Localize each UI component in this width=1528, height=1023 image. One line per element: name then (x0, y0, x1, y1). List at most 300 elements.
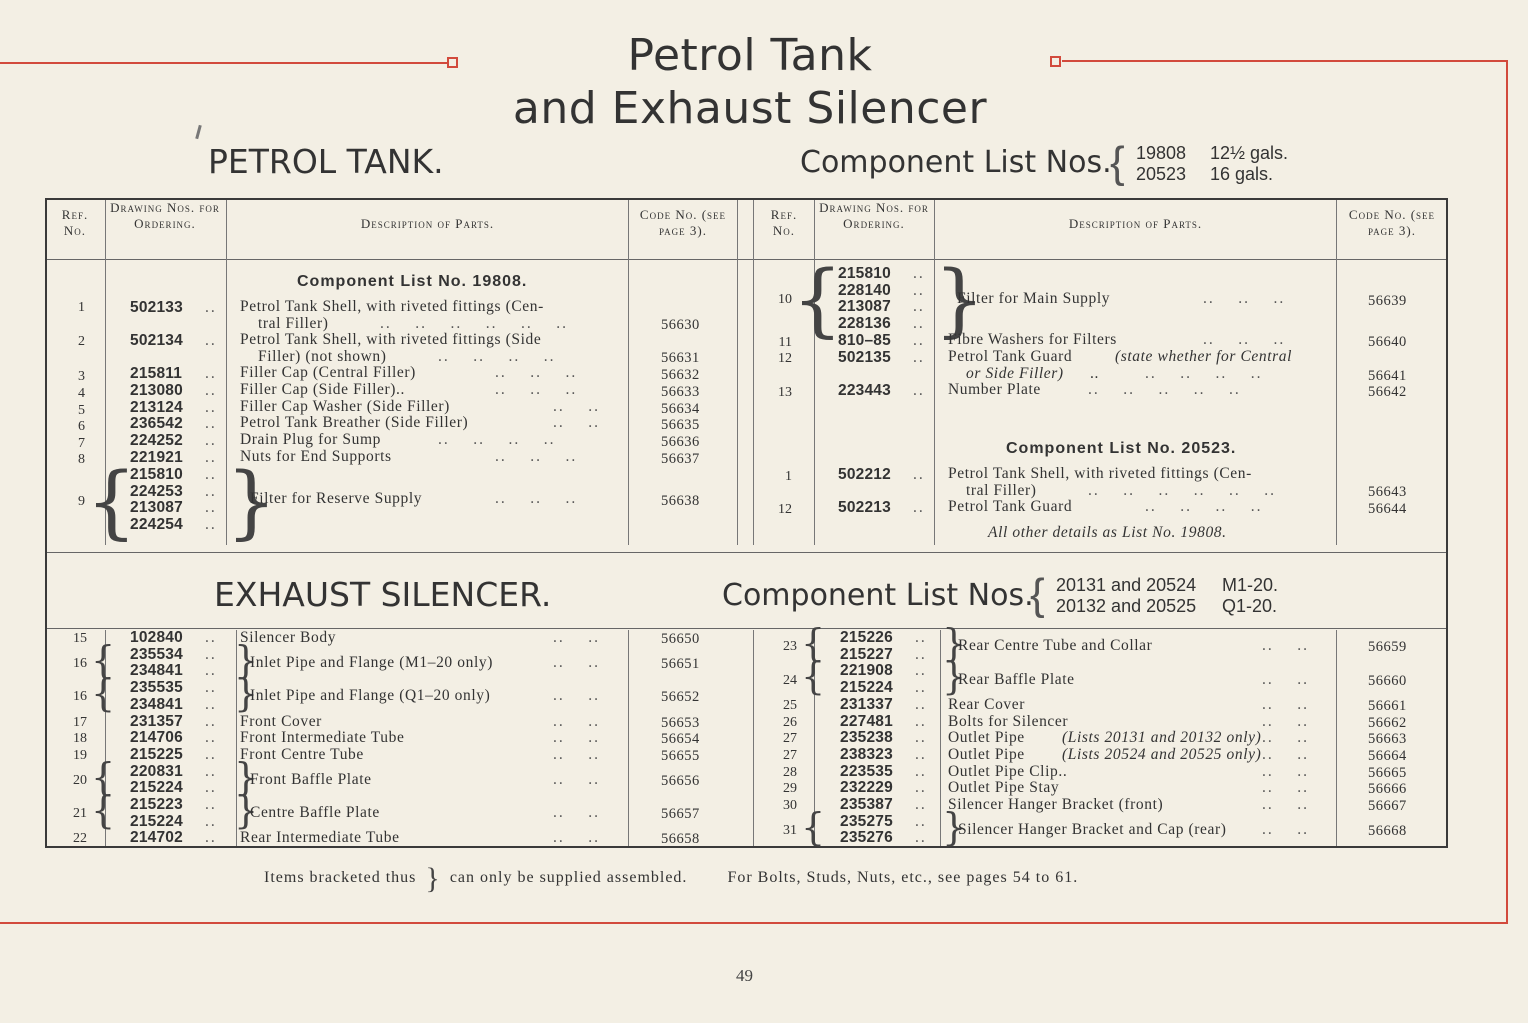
leader-dots: .. .. .. .. .. .. (1088, 482, 1276, 499)
drawing-number: 213087 (130, 499, 183, 516)
component-list-subhead-2: Component List No. 20523. (1006, 440, 1237, 457)
header-description: Description of Parts. (360, 216, 495, 231)
right-brace-icon: } (942, 621, 967, 665)
leader-dots: .. (913, 499, 925, 516)
leader-dots: .. .. .. (495, 381, 578, 398)
component-capacity: 16 gals. (1210, 164, 1274, 184)
leader-dots: .. .. (1262, 762, 1309, 780)
exhaust-component-numbers (1030, 570, 1279, 619)
code-number: 56662 (1368, 714, 1407, 731)
part-description: Silencer Body (240, 629, 337, 646)
drawing-number: 502135 (838, 349, 891, 366)
code-number: 56660 (1368, 672, 1407, 689)
footer-note-part1: Items bracketed thus (264, 869, 417, 886)
left-brace-icon: { (792, 253, 843, 346)
drawing-number: 224252 (130, 432, 183, 449)
code-number: 56630 (661, 317, 700, 333)
drawing-number: 213087 (838, 298, 891, 315)
petrol-tank-section-title: PETROL TANK. (208, 142, 444, 181)
leader-dots: .. .. .. (495, 490, 578, 507)
code-number: 56653 (661, 714, 700, 731)
right-brace-icon: } (234, 671, 259, 716)
part-description: Number Plate (948, 381, 1041, 398)
part-description: Outlet Pipe Clip.. (948, 762, 1068, 780)
leader-dots: .. (205, 629, 217, 646)
drawing-number: 213124 (130, 399, 183, 416)
leader-dots: .. (205, 645, 217, 663)
part-description: Rear Cover (948, 695, 1026, 713)
leader-dots: .. .. .. .. .. (1088, 381, 1241, 398)
left-brace-icon: { (801, 804, 826, 849)
drawing-number: 223443 (838, 382, 891, 399)
ref-number: 7 (78, 436, 85, 451)
left-brace-icon: { (91, 671, 116, 716)
leader-dots: .. (205, 299, 217, 316)
footer-note-part3: For Bolts, Studs, Nuts, etc., see pages 54 to 61. (727, 869, 1079, 886)
ref-number: 18 (73, 731, 87, 747)
part-description: Fibre Washers for Filters (948, 331, 1117, 348)
ref-number: 16 (73, 656, 87, 672)
leader-dots: .. .. (1262, 729, 1309, 747)
leader-dots: .. .. (1262, 796, 1309, 813)
header-drawing: Drawing Nos. for Ordering. (110, 200, 220, 231)
col-line (753, 630, 754, 846)
code-number: 56657 (661, 806, 700, 823)
ref-number: 21 (73, 806, 87, 822)
code-number: 56637 (661, 451, 700, 467)
leader-dots: .. .. (553, 654, 600, 672)
leader-dots: .. .. (553, 770, 600, 788)
component-model: Q1-20. (1222, 596, 1278, 616)
leader-dots: .. .. (1262, 670, 1309, 688)
leader-dots: .. .. .. (1203, 331, 1286, 348)
code-number: 56659 (1368, 639, 1407, 656)
petrol-component-label: Component List Nos. (800, 145, 1112, 180)
leader-dots: .. (915, 712, 927, 730)
code-number: 56655 (661, 747, 700, 764)
drawing-number: 502134 (130, 332, 183, 349)
drawing-number: 231357 (130, 712, 183, 730)
ref-number: 2 (78, 334, 85, 349)
part-description-cont: tral Filler) (966, 482, 1037, 499)
code-number: 56654 (661, 731, 700, 748)
leader-dots: .. (915, 762, 927, 780)
part-description: Petrol Tank Shell, with riveted fittings (Side (240, 331, 542, 348)
leader-dots: .. (205, 449, 217, 466)
part-description: Front Intermediate Tube (240, 729, 405, 747)
frame-line-top-left (0, 62, 450, 64)
part-description: Petrol Tank Guard (948, 498, 1073, 515)
ref-number: 10 (778, 292, 792, 307)
part-description: Outlet Pipe Stay (948, 779, 1060, 797)
part-description: Petrol Tank Guard (948, 348, 1073, 365)
drawing-number: 220831 (130, 762, 183, 780)
left-brace-icon: { (801, 654, 826, 699)
header-description-right: Description of Parts. (1068, 216, 1203, 231)
leader-dots: .. (205, 415, 217, 432)
component-number: 20132 and 20525 (1056, 596, 1197, 616)
leader-dots: .. (205, 399, 217, 416)
part-description: Filter for Reserve Supply (250, 490, 423, 507)
leader-dots: .. .. (1262, 821, 1309, 839)
leader-dots: .. (915, 779, 927, 797)
leader-dots: .. (205, 516, 217, 533)
drawing-number: 215223 (130, 796, 183, 813)
header-ref-right: Ref. No. (770, 207, 798, 238)
part-description: Front Centre Tube (240, 745, 364, 763)
exhaust-silencer-section-title: EXHAUST SILENCER. (214, 575, 552, 614)
part-description: Filler Cap (Central Filler) (240, 364, 416, 381)
right-brace-icon: } (942, 804, 967, 849)
part-description-cont: tral Filler) (258, 315, 329, 332)
col-line (737, 200, 738, 545)
ref-number: 9 (78, 494, 85, 509)
code-number: 56632 (661, 367, 700, 383)
page-title-line1: Petrol Tank (627, 30, 873, 81)
print-mark (195, 125, 202, 139)
drawing-number: 231337 (840, 695, 893, 713)
leader-dots: .. .. .. .. .. .. (380, 315, 568, 332)
leader-dots: .. .. (1262, 745, 1309, 763)
frame-square-right (1050, 56, 1061, 67)
leader-dots: .. (205, 695, 217, 713)
drawing-number: 215224 (840, 679, 893, 697)
ref-number: 12 (778, 502, 792, 517)
part-description-note: (Lists 20131 and 20132 only) (1062, 729, 1262, 747)
leader-dots: .. (205, 662, 217, 680)
leader-dots: .. .. .. .. (1145, 365, 1263, 382)
header-code-right: Code No. (see page 3). (1348, 207, 1436, 238)
left-brace-icon: { (91, 788, 116, 832)
drawing-number: 228136 (838, 315, 891, 332)
col-line (814, 200, 815, 545)
part-description: Centre Baffle Plate (250, 804, 380, 822)
part-description-note-cont: or Side Filler) (966, 365, 1064, 382)
component-number: 19808 (1136, 143, 1187, 163)
leader-dots: .. (913, 298, 925, 315)
header-divider (47, 259, 1446, 260)
code-number: 56667 (1368, 798, 1407, 814)
right-brace-icon: } (234, 637, 259, 682)
code-number: 56634 (661, 401, 700, 417)
frame-line-bottom (0, 922, 1508, 924)
leader-dots: .. .. .. (495, 448, 578, 465)
drawing-number: 235238 (840, 729, 893, 747)
page-number: 49 (736, 966, 753, 985)
left-brace-icon: { (91, 637, 116, 682)
part-description: Drain Plug for Sump (240, 431, 381, 448)
drawing-number: 215811 (130, 365, 183, 382)
component-number: 20523 (1136, 164, 1187, 184)
ref-number: 8 (78, 452, 85, 467)
leader-dots: .. .. (1262, 637, 1309, 655)
part-description: Rear Centre Tube and Collar (958, 637, 1153, 655)
section-divider (47, 552, 1446, 553)
leader-dots: .. (915, 796, 927, 813)
part-description-cont: .. (1090, 365, 1099, 382)
part-description: Rear Baffle Plate (958, 670, 1075, 688)
col-line (628, 630, 629, 846)
drawing-number: 215225 (130, 745, 183, 763)
leader-dots: .. .. (553, 687, 600, 705)
drawing-number: 235535 (130, 679, 183, 697)
ref-number: 28 (783, 764, 797, 780)
drawing-number: 235275 (840, 812, 893, 830)
part-description: Petrol Tank Shell, with riveted fittings (Cen- (948, 465, 1252, 482)
part-description: Inlet Pipe and Flange (Q1–20 only) (250, 687, 491, 705)
part-description-note: (state whether for Central (1115, 348, 1293, 365)
leader-dots: .. .. .. .. (438, 431, 556, 448)
drawing-number: 234841 (130, 662, 183, 680)
ref-number: 25 (783, 697, 797, 713)
ref-number: 30 (783, 798, 797, 813)
leader-dots: .. .. (553, 804, 600, 822)
right-brace-icon: } (942, 654, 967, 699)
code-number: 56665 (1368, 764, 1407, 781)
drawing-number: 234841 (130, 695, 183, 713)
leader-dots: .. .. (1262, 695, 1309, 713)
leader-dots: .. (913, 282, 925, 299)
code-number: 56643 (1368, 484, 1407, 500)
drawing-number: 102840 (130, 629, 183, 646)
leader-dots: .. (915, 745, 927, 763)
code-number: 56636 (661, 434, 700, 450)
drawing-number: 502133 (130, 299, 183, 316)
leader-dots: .. .. (553, 712, 600, 730)
drawing-number: 502212 (838, 466, 891, 483)
code-number: 56631 (661, 350, 700, 366)
right-brace-icon: } (226, 455, 277, 548)
part-description: Inlet Pipe and Flange (M1–20 only) (250, 654, 493, 672)
leader-dots: .. .. (553, 629, 600, 646)
exhaust-component-label: Component List Nos. (722, 578, 1034, 613)
part-description: Petrol Tank Shell, with riveted fittings (Cen- (240, 298, 544, 315)
part-description: Outlet Pipe (948, 729, 1025, 747)
leader-dots: .. (205, 466, 217, 483)
ref-number: 16 (73, 689, 87, 705)
ref-number: 13 (778, 385, 792, 400)
drawing-number: 224253 (130, 483, 183, 500)
leader-dots: .. (205, 365, 217, 382)
drawing-number: 215226 (840, 629, 893, 646)
leader-dots: .. (913, 349, 925, 366)
ref-number: 29 (783, 781, 797, 797)
leader-dots: .. (205, 779, 217, 797)
leader-dots: .. (913, 315, 925, 332)
leader-dots: .. (205, 432, 217, 449)
col-line (1336, 630, 1337, 846)
code-number: 56642 (1368, 384, 1407, 400)
leader-dots: .. (915, 729, 927, 747)
drawing-number: 213080 (130, 382, 183, 399)
code-number: 56635 (661, 417, 700, 433)
frame-square-left (447, 57, 458, 68)
header-drawing-right: Drawing Nos. for Ordering. (819, 200, 929, 231)
list-note: All other details as List No. 19808. (988, 524, 1227, 541)
ref-number: 31 (783, 823, 797, 839)
part-description: Filler Cap (Side Filler).. (240, 381, 405, 398)
component-model: M1-20. (1222, 575, 1279, 595)
code-number: 56641 (1368, 368, 1407, 384)
part-description: Silencer Hanger Bracket and Cap (rear) (958, 821, 1227, 839)
drawing-number: 227481 (840, 712, 893, 730)
leader-dots: .. .. (553, 398, 600, 415)
leader-dots: .. (913, 466, 925, 483)
leader-dots: .. (205, 812, 217, 830)
leader-dots: .. .. .. (495, 364, 578, 381)
part-description: Petrol Tank Breather (Side Filler) (240, 414, 469, 431)
ref-number: 5 (78, 403, 85, 418)
code-number: 56639 (1368, 293, 1407, 309)
drawing-number: 232229 (840, 779, 893, 797)
part-description: Filter for Main Supply (957, 290, 1111, 307)
leader-dots: .. (205, 382, 217, 399)
ref-number: 26 (783, 714, 797, 730)
leader-dots: .. (915, 812, 927, 830)
drawing-number: 238323 (840, 745, 893, 763)
ref-number: 6 (78, 419, 85, 434)
leader-dots: .. .. (1262, 779, 1309, 797)
drawing-number: 221908 (840, 662, 893, 680)
frame-line-top-right (1062, 60, 1508, 62)
component-capacity: 12½ gals. (1210, 143, 1289, 163)
page-title-line2: and Exhaust Silencer (512, 83, 988, 134)
ref-number: 27 (783, 731, 797, 747)
code-number: 56644 (1368, 501, 1407, 517)
drawing-number: 502213 (838, 499, 891, 516)
part-description: Bolts for Silencer (948, 712, 1069, 730)
leader-dots: .. (913, 382, 925, 399)
leader-dots: .. .. (553, 729, 600, 747)
leader-dots: .. (915, 829, 927, 847)
ref-number: 19 (73, 747, 87, 763)
leader-dots: .. (915, 679, 927, 697)
drawing-number: 215224 (130, 779, 183, 797)
drawing-number: 235534 (130, 645, 183, 663)
left-brace-icon: { (91, 754, 116, 799)
code-number: 56663 (1368, 731, 1407, 748)
ref-number: 11 (778, 335, 792, 350)
ref-number: 17 (73, 714, 87, 730)
drawing-number: 215224 (130, 812, 183, 830)
leader-dots: .. (205, 499, 217, 516)
part-description-cont: Filler) (not shown) (258, 348, 387, 365)
drawing-number: 223535 (840, 762, 893, 780)
drawing-number: 215810 (838, 265, 891, 282)
col-line (628, 200, 629, 545)
col-line (940, 630, 941, 846)
part-description: Front Baffle Plate (250, 770, 372, 788)
code-number: 56651 (661, 656, 700, 673)
header-ref: Ref. No. (61, 207, 89, 238)
ref-number: 20 (73, 772, 87, 788)
ref-number: 22 (73, 831, 87, 847)
drawing-number: 221921 (130, 449, 183, 466)
code-number: 56658 (661, 831, 700, 848)
leader-dots: .. (205, 796, 217, 813)
leader-dots: .. (205, 762, 217, 780)
drawing-number: 228140 (838, 282, 891, 299)
code-number: 56664 (1368, 747, 1407, 764)
code-number: 56668 (1368, 823, 1407, 840)
drawing-number: 214706 (130, 729, 183, 747)
ref-number: 24 (783, 672, 797, 688)
leader-dots: .. (915, 629, 927, 646)
part-description: Rear Intermediate Tube (240, 829, 400, 847)
leader-dots: .. (205, 729, 217, 747)
ref-number: 23 (783, 639, 797, 655)
part-description: Filler Cap Washer (Side Filler) (240, 398, 450, 415)
leader-dots: .. .. .. .. (438, 348, 556, 365)
code-number: 56661 (1368, 697, 1407, 714)
leader-dots: .. (205, 745, 217, 763)
code-number: 56666 (1368, 781, 1407, 798)
ref-number: 1 (785, 469, 792, 484)
ref-number: 4 (78, 386, 85, 401)
drawing-number: 224254 (130, 516, 183, 533)
brace-icon: { (1030, 570, 1045, 619)
leader-dots: .. (205, 332, 217, 349)
leader-dots: .. (915, 645, 927, 663)
leader-dots: .. .. (553, 414, 600, 431)
part-description: Front Cover (240, 712, 322, 730)
drawing-number: 235387 (840, 796, 893, 813)
ref-number: 15 (73, 631, 87, 646)
code-number: 56652 (661, 689, 700, 706)
right-brace-icon: } (934, 253, 985, 346)
leader-dots: .. (205, 483, 217, 500)
leader-dots: .. (913, 332, 925, 349)
leader-dots: .. .. (553, 829, 600, 847)
part-description-note: (Lists 20524 and 20525 only) (1062, 745, 1262, 763)
leader-dots: .. (205, 679, 217, 697)
leader-dots: .. (205, 829, 217, 847)
ref-number: 27 (783, 747, 797, 763)
ref-number: 1 (78, 300, 85, 315)
right-brace-icon: } (234, 754, 259, 799)
ref-number: 3 (78, 369, 85, 384)
leader-dots: .. .. (1262, 712, 1309, 730)
code-number: 56640 (1368, 334, 1407, 350)
drawing-number: 214702 (130, 829, 183, 847)
leader-dots: .. .. (553, 745, 600, 763)
code-number: 56638 (661, 493, 700, 509)
right-brace-icon: } (234, 788, 259, 832)
code-number: 56656 (661, 772, 700, 789)
leader-dots: .. (205, 712, 217, 730)
part-description: Nuts for End Supports (240, 448, 392, 465)
leader-dots: .. (913, 265, 925, 282)
drawing-number: 215227 (840, 645, 893, 663)
leader-dots: .. (915, 695, 927, 713)
drawing-number: 215810 (130, 466, 183, 483)
col-line (1336, 200, 1337, 545)
drawing-number: 235276 (840, 829, 893, 847)
left-brace-icon: { (801, 621, 826, 665)
brace-icon: { (1110, 138, 1125, 187)
part-description: Outlet Pipe (948, 745, 1025, 763)
frame-line-right (1506, 60, 1508, 922)
drawing-number: 236542 (130, 415, 183, 432)
brace-icon: } (425, 862, 441, 895)
left-brace-icon: { (86, 455, 137, 548)
header-code: Code No. (see page 3). (639, 207, 727, 238)
drawing-number: 810–85 (838, 332, 891, 349)
code-number: 56633 (661, 384, 700, 400)
footer-note (264, 862, 1078, 896)
leader-dots: .. .. .. (1203, 290, 1286, 307)
col-line (934, 200, 935, 545)
